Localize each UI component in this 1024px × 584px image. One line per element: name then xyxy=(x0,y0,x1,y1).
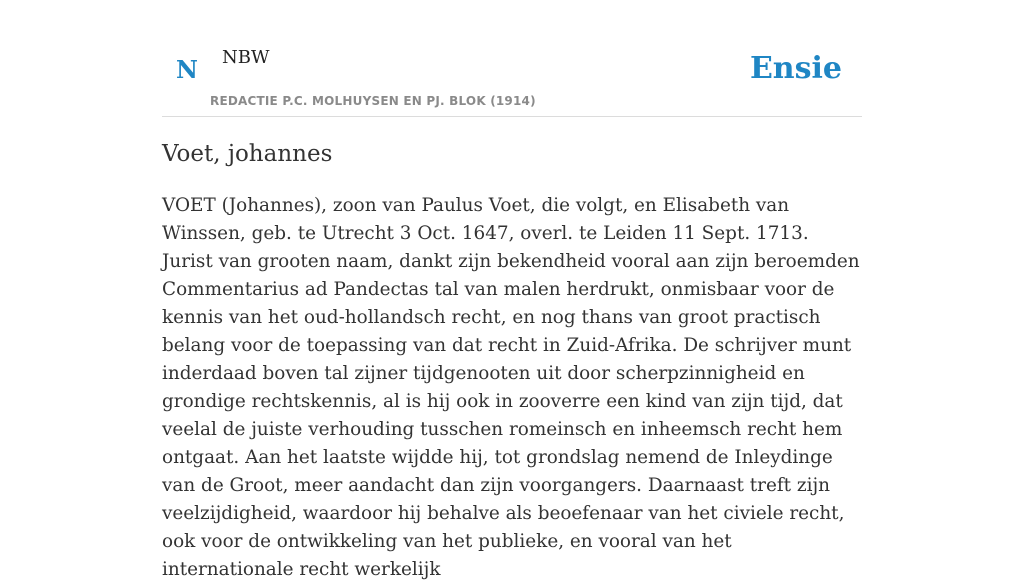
brand-logo[interactable]: Ensie xyxy=(749,51,842,86)
article-body: VOET (Johannes), zoon van Paulus Voet, die volgt, en Elisabeth van Winssen, geb. te Utrecht 3 Oct. 1647, overl. te Leiden 11 Sept. 1713. Jurist van grooten naam, dankt zijn bekendheid vooral aan zijn beroemden Commentarius ad Pandectas tal van malen herdrukt, onmisbaar voor de kennis van het oud-hollandsch recht, en nog thans van groot practisch belang voor de toepassing van dat recht in Zuid-Afrika. De schrijver munt inderdaad boven tal zijner tijdgenooten uit door scherpzinnigheid en grondige rechtskennis, al is hij ook in zooverre een kind van zijn tijd, dat veelal de juiste verhouding tusschen romeinsch en inheemsch recht hem ontgaat. Aan het laatste wijdde hij, tot grondslag nemend de Inleydinge van de Groot, meer aandacht dan zijn voorgangers. Daarnaast treft zijn veelzijdigheid, waardoor hij behalve als beoefenaar van het civiele recht, ook voor de ontwikkeling van het publieke, en vooral van het internationale recht werkelijk xyxy=(162,195,860,580)
source-name[interactable]: NBW xyxy=(222,47,270,68)
source-subtitle: REDACTIE P.C. MOLHUYSEN EN PJ. BLOK (1914) xyxy=(210,94,536,108)
header xyxy=(162,0,862,117)
article-title: Voet, johannes xyxy=(162,141,333,167)
source-logo[interactable]: N xyxy=(176,55,198,84)
